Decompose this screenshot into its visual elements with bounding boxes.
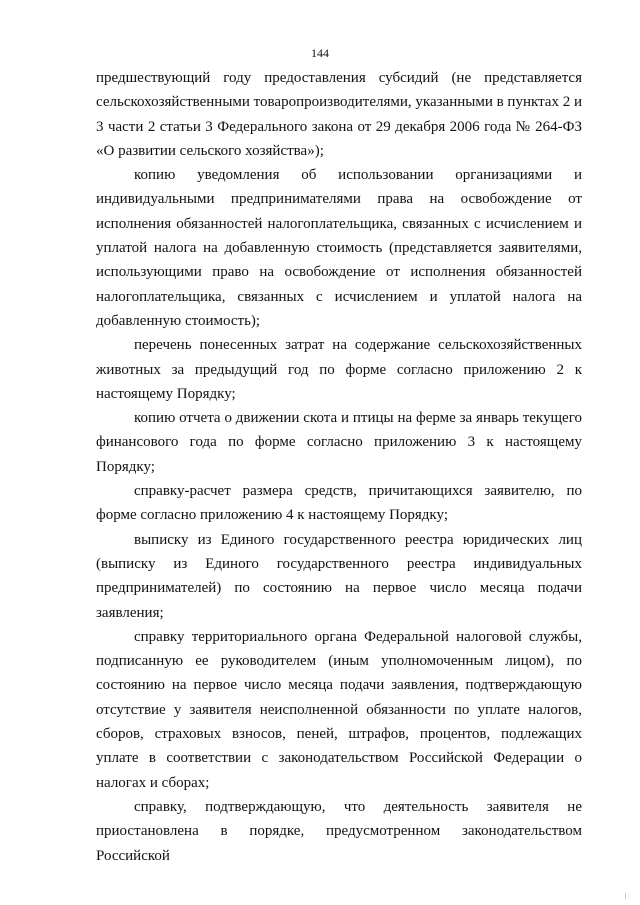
page-number: 144 [311, 46, 329, 60]
paragraph-tax-certificate: справку территориального органа Федеральной налоговой службы, подписанную ее руководителем (иным уполномоченным лицом), по состоянию на первое число месяца подачи заявления, подтверждающую отсутствие у заявителя неисполненной обязанности по уплате налогов, сборов, страховых взносов, пеней, штрафов, процентов, подлежащих уплате в соответствии с законодательством Российской Федерации о налогах и сборах; [96, 628, 582, 791]
paragraph-vat-exemption-notice: копию уведомления об использовании организациями и индивидуальными предпринимателями права на освобождение от исполнения обязанностей налогоплательщика, связанных с исчислением и уплатой налога на добавленную стоимость (представляется заявителями, использующими право на освобождение от исполнения обязанностей налогоплательщика, связанных с исчислением и уплатой налога на добавленную стоимость); [96, 167, 582, 329]
paragraph-subsidy-year-continuation: предшествующий году предоставления субсидий (не представляется сельскохозяйственными товаропроизводителями, указанными в пунктах 2 и 3 части 2 статьи 3 Федерального закона от 29 декабря 2006 года № 264-ФЗ «О развитии сельского хозяйства»); [96, 70, 582, 159]
document-body [96, 66, 582, 868]
paragraph-livestock-movement-report: копию отчета о движении скота и птицы на ферме за январь текущего финансового года по форме согласно приложению 3 к настоящему Порядку; [96, 410, 582, 475]
paragraph-registry-extract: выписку из Единого государственного реестра юридических лиц (выписку из Единого государственного реестра индивидуальных предпринимателей) по состоянию на первое число месяца подачи заявления; [96, 531, 582, 621]
scan-edge-mark [625, 893, 626, 899]
paragraph-livestock-costs-list: перечень понесенных затрат на содержание сельскохозяйственных животных за предыдущий год по форме согласно приложению 2 к настоящему Порядку; [96, 337, 582, 402]
paragraph-calculation-certificate: справку-расчет размера средств, причитающихся заявителю, по форме согласно приложению 4 к настоящему Порядку; [96, 483, 582, 524]
paragraph-activity-not-suspended: справку, подтверждающую, что деятельность заявителя не приостановлена в порядке, предусмотренном законодательством Российской [96, 798, 582, 864]
